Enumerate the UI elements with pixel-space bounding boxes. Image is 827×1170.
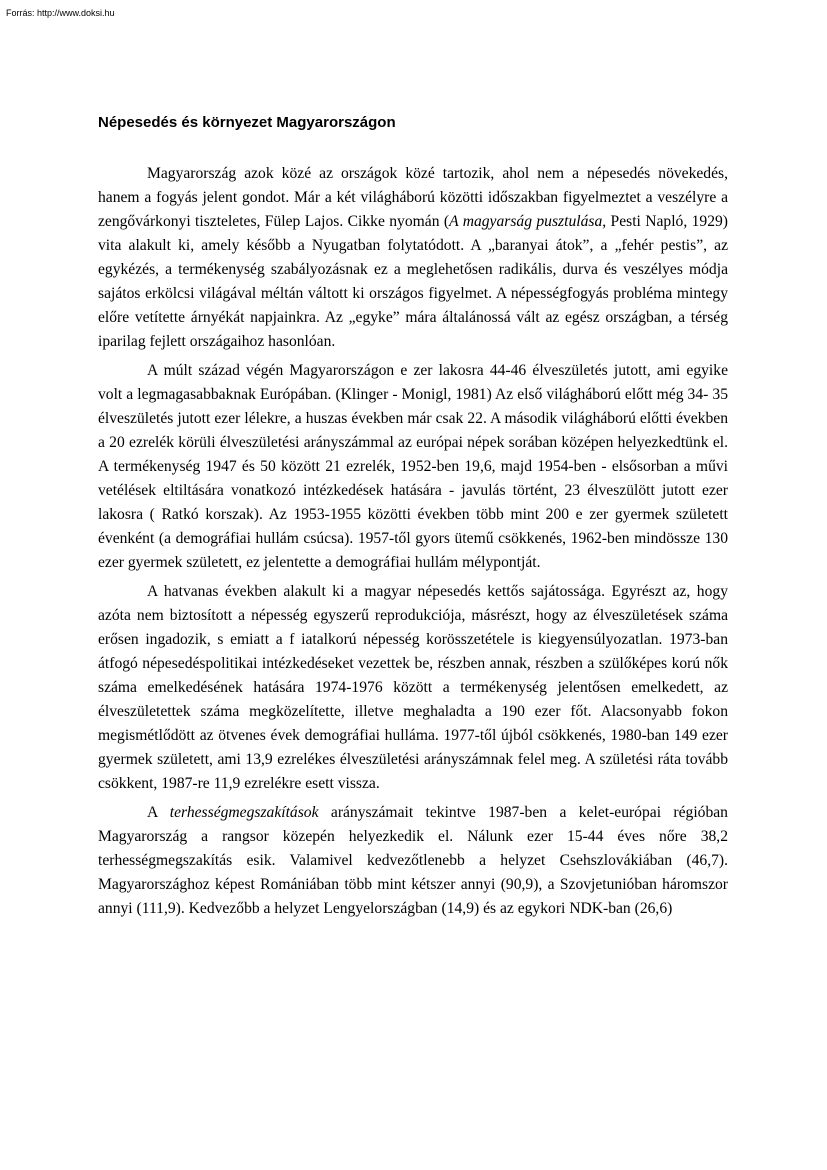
source-note: Forrás: http://www.doksi.hu [6, 8, 115, 18]
paragraph-3: A hatvanas években alakult ki a magyar népesedés kettős sajátossága. Egyrészt az, hogy azóta nem biztosított a népesség egyszerű reprodukciója, másrészt, hogy az élveszületések száma erősen ingadozik, s emiatt a f iatalkorú népesség korösszetétele is kiegyensúlyozatlan. 1973-ban átfogó népesedéspolitikai intézkedéseket vezettek be, részben annak, részben a szülőképes korú nők száma emelkedésének hatására 1974-1976 között a termékenység jelentősen emelkedett, az élveszületettek száma megközelítette, illetve meghaladta a 190 ezer főt. Alacsonyabb fokon megismétlődött az ötvenes évek demográfiai hulláma. 1977-től újból csökkenés, 1980-ban 149 ezer gyermek született, ami 13,9 ezrelékes élveszületési arányszámnak felel meg. A születési ráta tovább csökkent, 1987-re 11,9 ezrelékre esett vissza. [98, 583, 728, 792]
paragraph-4-text-b: arányszámait tekintve 1987-ben a kelet-európai régióban Magyarország a rangsor közepén helyezkedik el. Nálunk ezer 15-44 éves nőre 38,2 terhességmegszakítás esik. Valamivel kedvezőtlenebb a helyzet Csehszlovákiában (46,7). Magyarországhoz képest Romániában több mint kétszer annyi (90,9), a Szovjetunióban háromszor annyi (111,9). Kedvezőbb a helyzet Lengyelországban (14,9) és az egykori NDK-ban (26,6) [98, 804, 728, 917]
document-body [98, 162, 728, 921]
page-title: Népesedés és környezet Magyarországon [98, 114, 396, 131]
paragraph-2: A múlt század végén Magyarországon e zer lakosra 44-46 élveszületés jutott, ami egyike volt a legmagasabbaknak Európában. (Klinger - Monigl, 1981) Az első világháború előtt még 34- 35 élveszületés jutott ezer lélekre, a huszas években már csak 22. A második világháború előtti években a 20 ezrelék körüli élveszületési arányszámmal az európai népek sorában középen helyezkedtünk el. A termékenység 1947 és 50 között 21 ezrelék, 1952-ben 19,6, majd 1954-ben - elsősorban a művi vetélések eltiltására vonatkozó intézkedések hatására - javulás történt, 23 élveszülött jutott ezer lakosra ( Ratkó korszak). Az 1953-1955 közötti években több mint 200 e zer gyermek született évenként (a demográfiai hullám csúcsa). 1957-től gyors ütemű csökkenés, 1962-ben mindössze 130 ezer gyermek született, ez jelentette a demográfiai hullám mélypontját. [98, 362, 728, 571]
paragraph-4-text-a: A [147, 804, 170, 821]
emphasized-term: terhességmegszakítások [169, 804, 319, 821]
paragraph-1 [98, 162, 728, 354]
paragraph-1-text-b: , Pesti Napló, 1929) vita alakult ki, amely később a Nyugatban folytatódott. A „baranyai átok”, a „fehér pestis”, az egykézés, a termékenység szabályozásnak ez a meglehetősen radikális, durva és veszélyes módja sajátos erkölcsi világával méltán váltott ki országos figyelmet. A népességfogyás probléma mintegy előre vetítette árnyékát napjainkra. Az „egyke” mára általánossá vált az egész országban, a térség iparilag fejlett országaihoz hasonlóan. [98, 213, 729, 350]
paragraph-4 [98, 801, 728, 921]
cited-article-title: A magyarság pusztulása [449, 213, 603, 230]
paragraph-1-text-a: Magyarország azok közé az országok közé tartozik, ahol nem a népesedés növekedés, hanem a fogyás jelent gondot. Már a két világháború közötti időszakban figyelmeztet a veszélyre a zengővárkonyi tiszteletes, Fülep Lajos. Cikke nyomán ( [98, 165, 728, 230]
